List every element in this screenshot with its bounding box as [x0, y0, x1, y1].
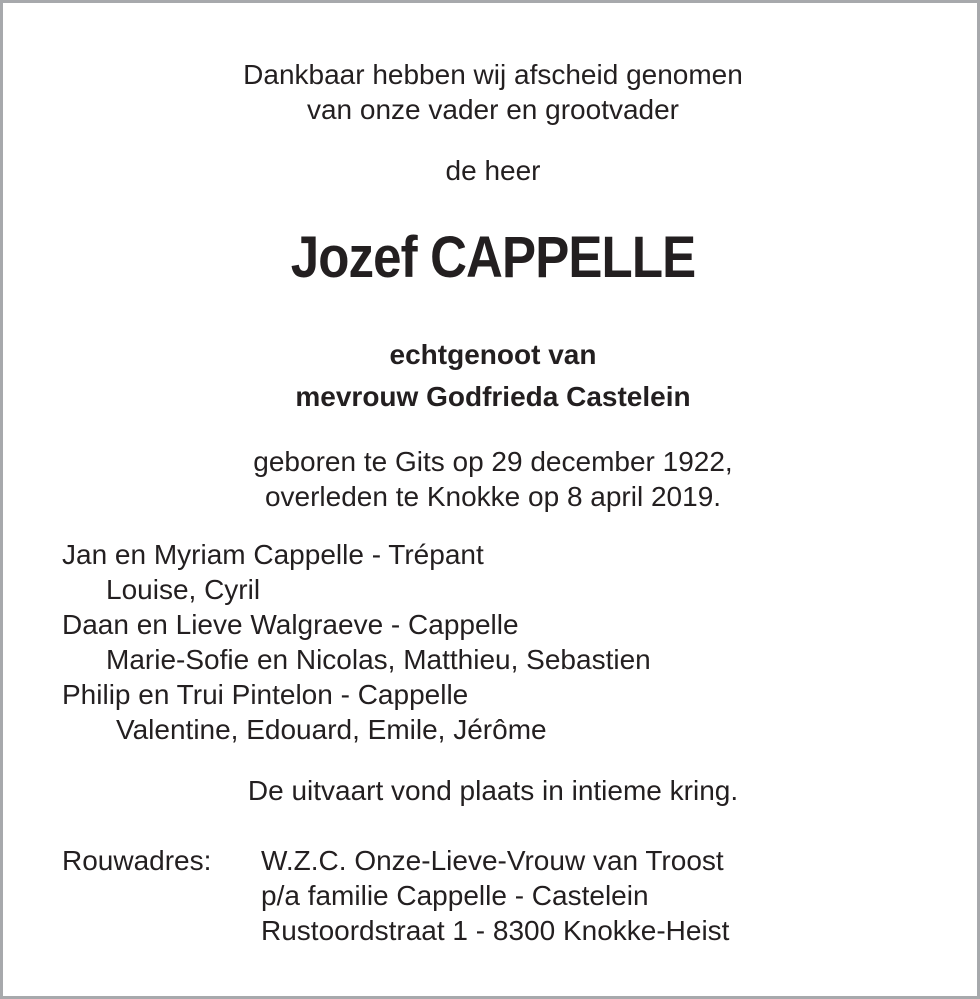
mourning-address-line-2: p/a familie Cappelle - Castelein: [261, 880, 649, 911]
mourning-address-label: Rouwadres:: [62, 845, 212, 876]
funeral-note: De uitvaart vond plaats in intieme kring.: [247, 775, 739, 806]
family-parents-1: Jan en Myriam Cappelle - Trépant: [62, 539, 484, 570]
intro-line-1: Dankbaar hebben wij afscheid genomen: [243, 59, 743, 90]
title-prefix: de heer: [445, 155, 541, 186]
family-children-2: Marie-Sofie en Nicolas, Matthieu, Sebastien: [106, 644, 651, 675]
family-parents-2: Daan en Lieve Walgraeve - Cappelle: [62, 609, 519, 640]
family-children-3: Valentine, Edouard, Emile, Jérôme: [116, 714, 547, 745]
deceased-name: Jozef CAPPELLE: [290, 225, 696, 290]
intro-line-2: van onze vader en grootvader: [306, 94, 680, 125]
spouse-line-2: mevrouw Godfrieda Castelein: [295, 381, 691, 412]
mourning-address-line-3: Rustoordstraat 1 - 8300 Knokke-Heist: [261, 915, 730, 946]
mourning-address-line-1: W.Z.C. Onze-Lieve-Vrouw van Troost: [261, 845, 724, 876]
family-children-1: Louise, Cyril: [106, 574, 261, 605]
spouse-line-1: echtgenoot van: [389, 339, 597, 370]
death-line: overleden te Knokke op 8 april 2019.: [264, 481, 722, 512]
family-parents-3: Philip en Trui Pintelon - Cappelle: [62, 679, 469, 710]
birth-line: geboren te Gits op 29 december 1922,: [253, 446, 733, 477]
